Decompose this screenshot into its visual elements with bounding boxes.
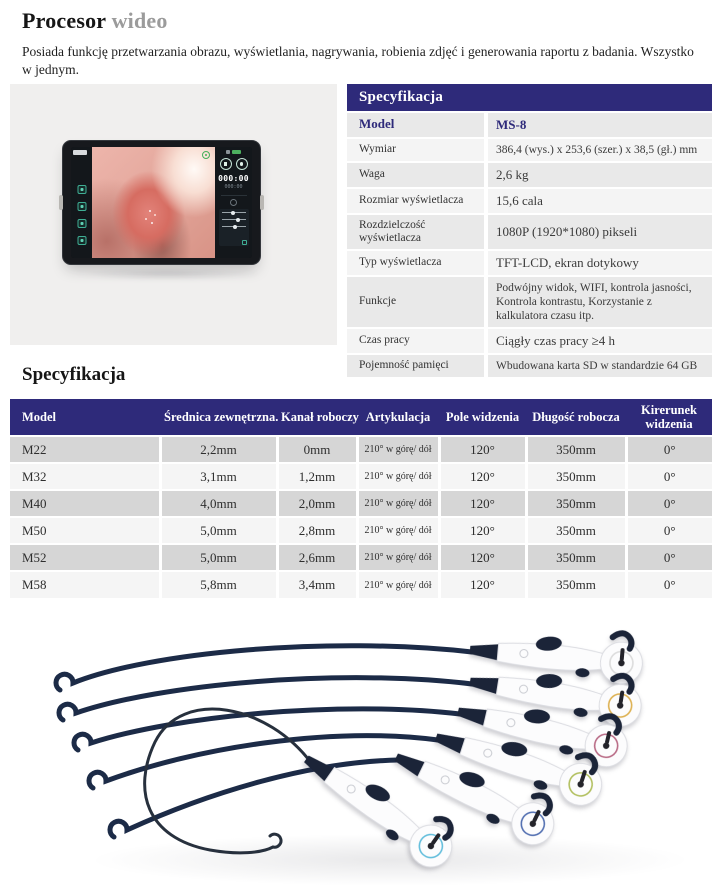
spec-label: Typ wyświetlacza: [347, 251, 484, 275]
spec-value: 386,4 (wys.) x 253,6 (szer.) x 38,5 (gł.) mm: [488, 139, 712, 161]
models-cell: 210° w górę/ dół: [357, 544, 439, 571]
device-screen: [71, 147, 252, 258]
screen-left-toolbar: [71, 147, 92, 258]
models-cell: 350mm: [526, 436, 626, 463]
spec-label: Wymiar: [347, 139, 484, 161]
spec-row: [347, 329, 712, 353]
models-table: [10, 399, 712, 598]
models-cell: 120°: [439, 517, 526, 544]
models-row: [10, 490, 712, 517]
brand-logo: [73, 150, 87, 155]
models-cell: 210° w górę/ dół: [357, 571, 439, 598]
mount-lug-left: [59, 195, 63, 210]
spec-label: Funkcje: [347, 277, 484, 327]
tool-icon: [77, 236, 86, 245]
models-table-head: [10, 399, 712, 436]
spec-label: Rozmiar wyświetlacza: [347, 189, 484, 213]
models-row: [10, 571, 712, 598]
recording-timer: 000:00: [218, 174, 249, 183]
spec-row: [347, 215, 712, 249]
models-cell: 5,0mm: [160, 544, 277, 571]
models-column-header: Kirerunek widzenia: [626, 399, 712, 436]
endoscope-cable: [145, 709, 312, 853]
models-row: [10, 436, 712, 463]
spec-value: MS-8: [488, 113, 712, 137]
page-description: Posiada funkcję przetwarzania obrazu, wyświetlania, nagrywania, robienia zdjęć i generowania raportu z badania. Wszystko w jednym.: [22, 44, 694, 78]
specular-highlights: [149, 210, 151, 212]
spec-row: [347, 139, 712, 161]
screen-right-panel: [215, 147, 252, 258]
models-cell: 3,1mm: [160, 463, 277, 490]
spec-row: [347, 251, 712, 275]
processor-photo: [10, 84, 337, 345]
models-cell: 210° w górę/ dół: [357, 517, 439, 544]
spec-value: Podwójny widok, WIFI, kontrola jasności, Kontrola kontrastu, Korzystanie z kalkulatora czasu itp.: [488, 277, 712, 327]
panel-divider: [221, 195, 247, 196]
recording-timer-total: 000:00: [224, 184, 243, 190]
spec-label: Rozdzielczość wyświetlacza: [347, 215, 484, 249]
spec-value: 2,6 kg: [488, 163, 712, 187]
models-row: [10, 544, 712, 571]
models-cell: 350mm: [526, 490, 626, 517]
models-cell: 0°: [626, 490, 712, 517]
endoscope-cables: [56, 646, 472, 837]
models-cell: 120°: [439, 544, 526, 571]
spec-table-title: Specyfikacja: [347, 84, 712, 111]
models-cell: 210° w górę/ dół: [357, 436, 439, 463]
spec-value: 15,6 cala: [488, 189, 712, 213]
models-column-header: Model: [10, 399, 160, 436]
spec-label: Model: [347, 113, 484, 137]
mount-lug-right: [260, 195, 264, 210]
models-cell: 0°: [626, 436, 712, 463]
title-accent: wideo: [111, 8, 168, 33]
models-row: [10, 463, 712, 490]
snapshot-button-icon: [220, 158, 232, 170]
tablet-shadow: [72, 267, 262, 280]
spec-row: [347, 189, 712, 213]
spec-row: [347, 163, 712, 187]
models-cell: 120°: [439, 571, 526, 598]
page-title: [22, 8, 699, 34]
spec-label: Pojemność pamięci: [347, 355, 484, 377]
models-heading: Specyfikacja: [22, 364, 126, 385]
tool-icon: [77, 202, 86, 211]
models-cell: 5,0mm: [160, 517, 277, 544]
models-cell: 0°: [626, 571, 712, 598]
models-cell: 350mm: [526, 544, 626, 571]
models-column-header: Średnica zewnętrzna.: [160, 399, 277, 436]
models-cell: 210° w górę/ dół: [357, 490, 439, 517]
models-cell: 350mm: [526, 571, 626, 598]
models-cell: 120°: [439, 463, 526, 490]
models-cell: M50: [10, 517, 160, 544]
models-column-header: Pole widzenia: [439, 399, 526, 436]
spec-row: [347, 277, 712, 327]
signal-icon: [226, 150, 230, 154]
spec-row: [347, 355, 712, 377]
page-header: [22, 8, 699, 79]
spec-label: Czas pracy: [347, 329, 484, 353]
brightness-slider: [222, 212, 246, 213]
models-cell: 0°: [626, 544, 712, 571]
spec-row: [347, 113, 712, 137]
adjustment-panel: [219, 209, 249, 246]
saturation-slider: [222, 226, 246, 227]
models-cell: M32: [10, 463, 160, 490]
models-cell: 1,2mm: [277, 463, 357, 490]
record-button-icon: [236, 158, 248, 170]
models-cell: 4,0mm: [160, 490, 277, 517]
models-column-header: Długość robocza: [526, 399, 626, 436]
models-cell: M22: [10, 436, 160, 463]
spec-value: Wbudowana karta SD w standardzie 64 GB: [488, 355, 712, 377]
models-cell: 0°: [626, 463, 712, 490]
models-cell: 5,8mm: [160, 571, 277, 598]
models-cell: 2,6mm: [277, 544, 357, 571]
models-cell: 2,0mm: [277, 490, 357, 517]
spec-value: 1080P (1920*1080) pikseli: [488, 215, 712, 249]
panel-page-icon: [242, 240, 247, 245]
models-column-header: Kanał roboczy: [277, 399, 357, 436]
models-cell: M52: [10, 544, 160, 571]
models-cell: 120°: [439, 490, 526, 517]
models-cell: 350mm: [526, 463, 626, 490]
endoscopes-photo: [10, 620, 710, 893]
camera-status-icon: [202, 151, 210, 159]
spec-value: TFT-LCD, ekran dotykowy: [488, 251, 712, 275]
models-cell: 210° w górę/ dół: [357, 463, 439, 490]
title-main: Procesor: [22, 8, 106, 33]
spec-value: Ciągły czas pracy ≥4 h: [488, 329, 712, 353]
contrast-slider: [222, 219, 246, 220]
models-cell: 2,2mm: [160, 436, 277, 463]
models-column-header: Artykulacja: [357, 399, 439, 436]
models-cell: 2,8mm: [277, 517, 357, 544]
tool-icon: [77, 185, 86, 194]
models-cell: 0°: [626, 517, 712, 544]
spec-table-body: [347, 113, 712, 377]
video-processor-device: [62, 140, 261, 265]
tool-icon: [77, 219, 86, 228]
models-cell: 120°: [439, 436, 526, 463]
spec-table: [347, 84, 712, 377]
status-bar: [226, 150, 241, 154]
models-table-body: [10, 436, 712, 598]
models-row: [10, 517, 712, 544]
spec-label: Waga: [347, 163, 484, 187]
models-cell: 0mm: [277, 436, 357, 463]
endoscopy-live-image: [92, 147, 215, 258]
models-cell: M58: [10, 571, 160, 598]
battery-icon: [232, 150, 241, 154]
models-cell: 3,4mm: [277, 571, 357, 598]
models-cell: 350mm: [526, 517, 626, 544]
timer-icon: [230, 199, 237, 206]
models-cell: M40: [10, 490, 160, 517]
